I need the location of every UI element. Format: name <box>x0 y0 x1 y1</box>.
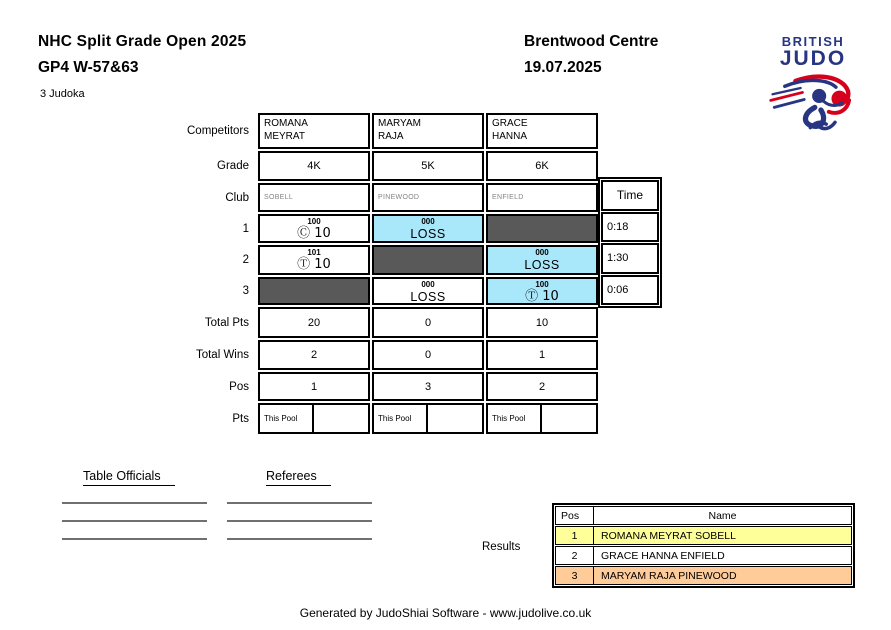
results-header-pos: Pos <box>556 507 594 524</box>
match-1-cell-blocked <box>486 214 598 243</box>
row-label-total-pts: Total Pts <box>204 316 249 329</box>
total-wins-competitor-1: 2 <box>258 340 370 370</box>
match-3-cell-competitor-3 <box>486 277 598 305</box>
referees-signature-line-2 <box>227 520 372 522</box>
referees-signature-line-1 <box>227 502 372 504</box>
club-competitor-3: ENFIELD <box>486 183 598 212</box>
pts-value-1 <box>312 403 370 434</box>
row-label-pos: Pos <box>229 380 249 393</box>
match-3-loss-2: LOSS <box>410 290 446 304</box>
pos-competitor-3: 2 <box>486 372 598 401</box>
pts-box-competitor-3 <box>486 403 598 434</box>
row-label-match-1: 1 <box>242 222 249 235</box>
row-label-match-3: 3 <box>242 285 249 297</box>
row-label-match-2: 2 <box>242 254 249 266</box>
row-label-pts: Pts <box>232 412 249 425</box>
results-row-2 <box>555 546 852 565</box>
table-officials-heading: Table Officials <box>83 469 175 486</box>
venue-name: Brentwood Centre <box>524 33 659 50</box>
results-row-1-pos: 1 <box>556 527 594 544</box>
referees-signature-line-3 <box>227 538 372 540</box>
pool-table <box>116 113 598 434</box>
judoka-count: 3 Judoka <box>40 88 85 100</box>
time-column <box>598 177 662 308</box>
match-1-cell-competitor-1 <box>258 214 370 243</box>
competitor-name-3 <box>486 113 598 149</box>
this-pool-label-3: This Pool <box>486 403 542 434</box>
match-1-cell-competitor-2 <box>372 214 484 243</box>
match-3-scorecode-3: 100 <box>535 280 549 289</box>
results-header-row <box>555 506 852 525</box>
results-row-1 <box>555 526 852 545</box>
total-pts-competitor-2: 0 <box>372 307 484 338</box>
competitor-2-first-name: MARYAM <box>378 118 421 129</box>
judoka-figure-icon <box>769 72 857 134</box>
british-judo-logo <box>766 34 860 139</box>
grade-competitor-1: 4K <box>258 151 370 181</box>
table-officials-signature-line-3 <box>62 538 207 540</box>
competitor-3-first-name: GRACE <box>492 118 528 129</box>
logo-text-british: BRITISH <box>781 34 845 49</box>
pos-competitor-1: 1 <box>258 372 370 401</box>
row-label-total-wins: Total Wins <box>195 349 249 361</box>
club-competitor-2: PINEWOOD <box>372 183 484 212</box>
category-title: GP4 W-57&63 <box>38 59 139 76</box>
match-3-time: 0:06 <box>601 275 659 306</box>
referees-heading: Referees <box>266 469 331 486</box>
time-header: Time <box>601 180 659 211</box>
club-competitor-1: SOBELL <box>258 183 370 212</box>
results-row-2-pos: 2 <box>556 547 594 564</box>
table-officials-signature-line-2 <box>62 520 207 522</box>
match-1-scorecode-1: 100 <box>307 217 321 226</box>
match-2-cell-competitor-1 <box>258 245 370 275</box>
event-date: 19.07.2025 <box>524 59 602 76</box>
pts-value-3 <box>540 403 598 434</box>
total-wins-competitor-2: 0 <box>372 340 484 370</box>
competitor-1-first-name: ROMANA <box>264 118 308 129</box>
results-header-name: Name <box>708 509 737 522</box>
results-row-3-pos: 3 <box>556 567 594 584</box>
row-label-competitors: Competitors <box>187 125 249 137</box>
match-1-score-1: Ⓒ 10 <box>297 226 331 241</box>
results-row-3-name: MARYAM RAJA PINEWOOD <box>601 569 737 582</box>
grade-competitor-3: 6K <box>486 151 598 181</box>
this-pool-label-2: This Pool <box>372 403 428 434</box>
grade-competitor-2: 5K <box>372 151 484 181</box>
results-label: Results <box>482 541 521 553</box>
total-pts-competitor-3: 10 <box>486 307 598 338</box>
pts-box-competitor-2 <box>372 403 484 434</box>
match-3-cell-competitor-2 <box>372 277 484 305</box>
pts-box-competitor-1 <box>258 403 370 434</box>
competitor-name-2 <box>372 113 484 149</box>
match-3-cell-blocked <box>258 277 370 305</box>
match-2-cell-blocked <box>372 245 484 275</box>
competitor-3-last-name: HANNA <box>492 131 528 142</box>
pos-competitor-2: 3 <box>372 372 484 401</box>
row-label-grade: Grade <box>217 160 249 172</box>
match-2-score-1: Ⓣ 10 <box>297 257 331 272</box>
results-row-1-name: ROMANA MEYRAT SOBELL <box>601 529 736 542</box>
competitor-name-1 <box>258 113 370 149</box>
match-2-cell-competitor-3 <box>486 245 598 275</box>
table-officials-signature-line-1 <box>62 502 207 504</box>
results-row-3 <box>555 566 852 585</box>
generator-credit: Generated by JudoShiai Software - www.judolive.co.uk <box>299 606 592 620</box>
total-pts-competitor-1: 20 <box>258 307 370 338</box>
match-2-loss-3: LOSS <box>524 258 560 272</box>
row-label-club: Club <box>225 191 249 204</box>
results-row-2-name: GRACE HANNA ENFIELD <box>601 549 725 562</box>
match-1-loss-2: LOSS <box>410 227 446 241</box>
competitor-1-last-name: MEYRAT <box>264 131 305 142</box>
match-2-time: 1:30 <box>601 243 659 274</box>
event-title: NHC Split Grade Open 2025 <box>38 33 247 50</box>
match-1-time: 0:18 <box>601 212 659 243</box>
logo-text-judo: JUDO <box>779 47 847 70</box>
match-2-scorecode-3: 000 <box>535 248 549 257</box>
pts-value-2 <box>426 403 484 434</box>
match-3-scorecode-2: 000 <box>421 280 435 289</box>
results-table <box>552 503 855 588</box>
competitor-2-last-name: RAJA <box>378 131 404 142</box>
match-3-score-3: Ⓣ 10 <box>525 289 559 304</box>
match-1-scorecode-2: 000 <box>421 217 435 226</box>
this-pool-label-1: This Pool <box>258 403 314 434</box>
total-wins-competitor-3: 1 <box>486 340 598 370</box>
match-2-scorecode-1: 101 <box>307 248 321 257</box>
